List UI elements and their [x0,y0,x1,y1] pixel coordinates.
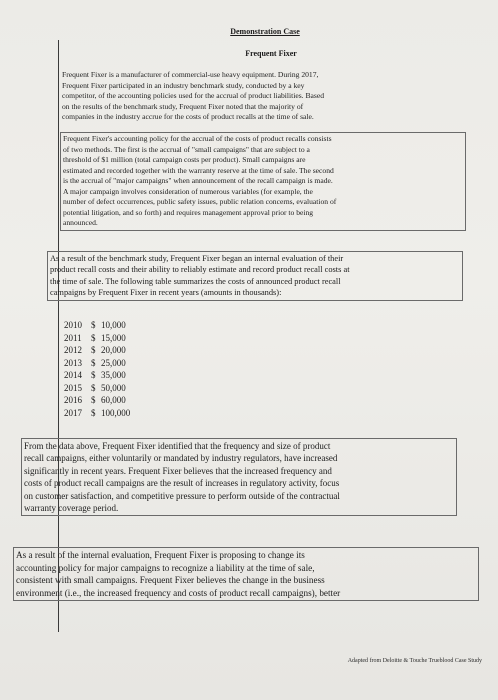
text-line: announced. [63,218,98,227]
table-row [64,319,130,332]
table-row [64,382,130,395]
table-row [64,369,130,382]
amount-cell: 100,000 [101,407,131,418]
year-cell: 2013 [64,357,82,368]
year-cell: 2014 [64,370,82,380]
currency-cell: $ [91,357,96,368]
recall-costs-table [64,319,130,419]
text-line: warranty coverage period. [24,503,119,514]
text-line: companies in the industry accrue for the costs of product recalls at the time of sale. [62,112,314,121]
year-cell: 2017 [64,407,82,418]
text-line: on the results of the benchmark study, Frequent Fixer noted that the majority of [62,101,304,111]
text-line: As a result of the benchmark study, Frequent Fixer began an internal evaluation of their [50,254,344,263]
text-line: A major campaign involves consideration of numerous variables (for example, the [63,186,313,196]
year-cell: 2016 [64,395,82,405]
amount-cell: 50,000 [101,382,126,393]
text-line: recall campaigns, either voluntarily or mandated by industry regulators, have increased [24,453,338,464]
paragraph-internal-evaluation [47,251,463,301]
text-line: the time of sale. The following table summarizes the costs of announced product recall [50,276,341,286]
text-line: Frequent Fixer participated in an industry benchmark study, conducted by a key [62,80,305,90]
text-line: significantly in recent years. Frequent Fixer believes that the increased frequency and [24,465,332,476]
table-row [64,332,130,345]
text-line: accounting policy for major campaigns to recognize a liability at the time of sale, [16,562,315,573]
text-line: number of defect occurrences, public safety issues, public relation concerns, evaluation of [63,197,337,206]
table-row [64,344,130,357]
amount-cell: 60,000 [101,395,126,405]
table-row [64,407,130,420]
text-line: costs of product recall campaigns are the result of increases in regulatory activity, focus [24,478,340,489]
text-line: From the data above, Frequent Fixer identified that the frequency and size of product [24,441,331,451]
text-line: threshold of $1 million (total campaign costs per product). Small campaigns are [63,155,306,164]
text-line: product recall costs and their ability to reliably estimate and record product recall costs at [50,265,350,275]
text-line: potential litigation, and so forth) and requires management approval prior to being [63,207,314,217]
text-line: estimated and recorded together with the warranty reserve at the time of sale. The second [63,165,334,175]
paragraph-data-findings [21,438,457,516]
text-line: of two methods. The first is the accrual of "small campaigns" that are subject to a [63,144,310,154]
year-cell: 2010 [64,320,82,330]
amount-cell: 10,000 [101,320,126,330]
text-line: consistent with small campaigns. Frequent Fixer believes the change in the business [16,575,325,586]
text-line: on customer satisfaction, and competitive pressure to perform outside of the contractual [24,490,340,501]
amount-cell: 25,000 [101,357,126,368]
text-line: competitor, of the accounting policies used for the accrual of product liabilities. Based [62,91,325,100]
text-line: As a result of the internal evaluation, Frequent Fixer is proposing to change its [16,550,305,560]
currency-cell: $ [91,345,96,355]
paragraph-policy-proposal [13,547,479,601]
year-cell: 2012 [64,345,82,355]
currency-cell: $ [91,370,96,380]
text-line: is the accrual of "major campaigns" when announcement of the recall campaign is made. [63,176,333,185]
paragraph-benchmark-intro [62,70,442,123]
text-line: campaigns by Frequent Fixer in recent years (amounts in thousands): [50,288,282,298]
currency-cell: $ [91,395,96,405]
year-cell: 2011 [64,332,82,343]
amount-cell: 20,000 [101,345,126,355]
table-row [64,394,130,407]
currency-cell: $ [91,320,96,330]
text-line: Frequent Fixer's accounting policy for the accrual of the costs of product recalls consists [63,134,332,143]
case-title: Demonstration Case [230,27,300,36]
year-cell: 2015 [64,382,82,393]
company-title: Frequent Fixer [245,49,297,58]
table-row [64,357,130,370]
text-line: Frequent Fixer is a manufacturer of commercial-use heavy equipment. During 2017, [62,70,319,79]
text-line: environment (i.e., the increased frequency and costs of product recall campaigns), better [16,587,341,598]
amount-cell: 15,000 [101,332,126,343]
currency-cell: $ [91,382,96,393]
source-credit: Adapted from Deloitte & Touche Trueblood Case Study [347,658,482,664]
paragraph-accrual-policy [60,132,466,231]
currency-cell: $ [91,407,96,418]
currency-cell: $ [91,332,96,343]
amount-cell: 35,000 [101,370,126,380]
